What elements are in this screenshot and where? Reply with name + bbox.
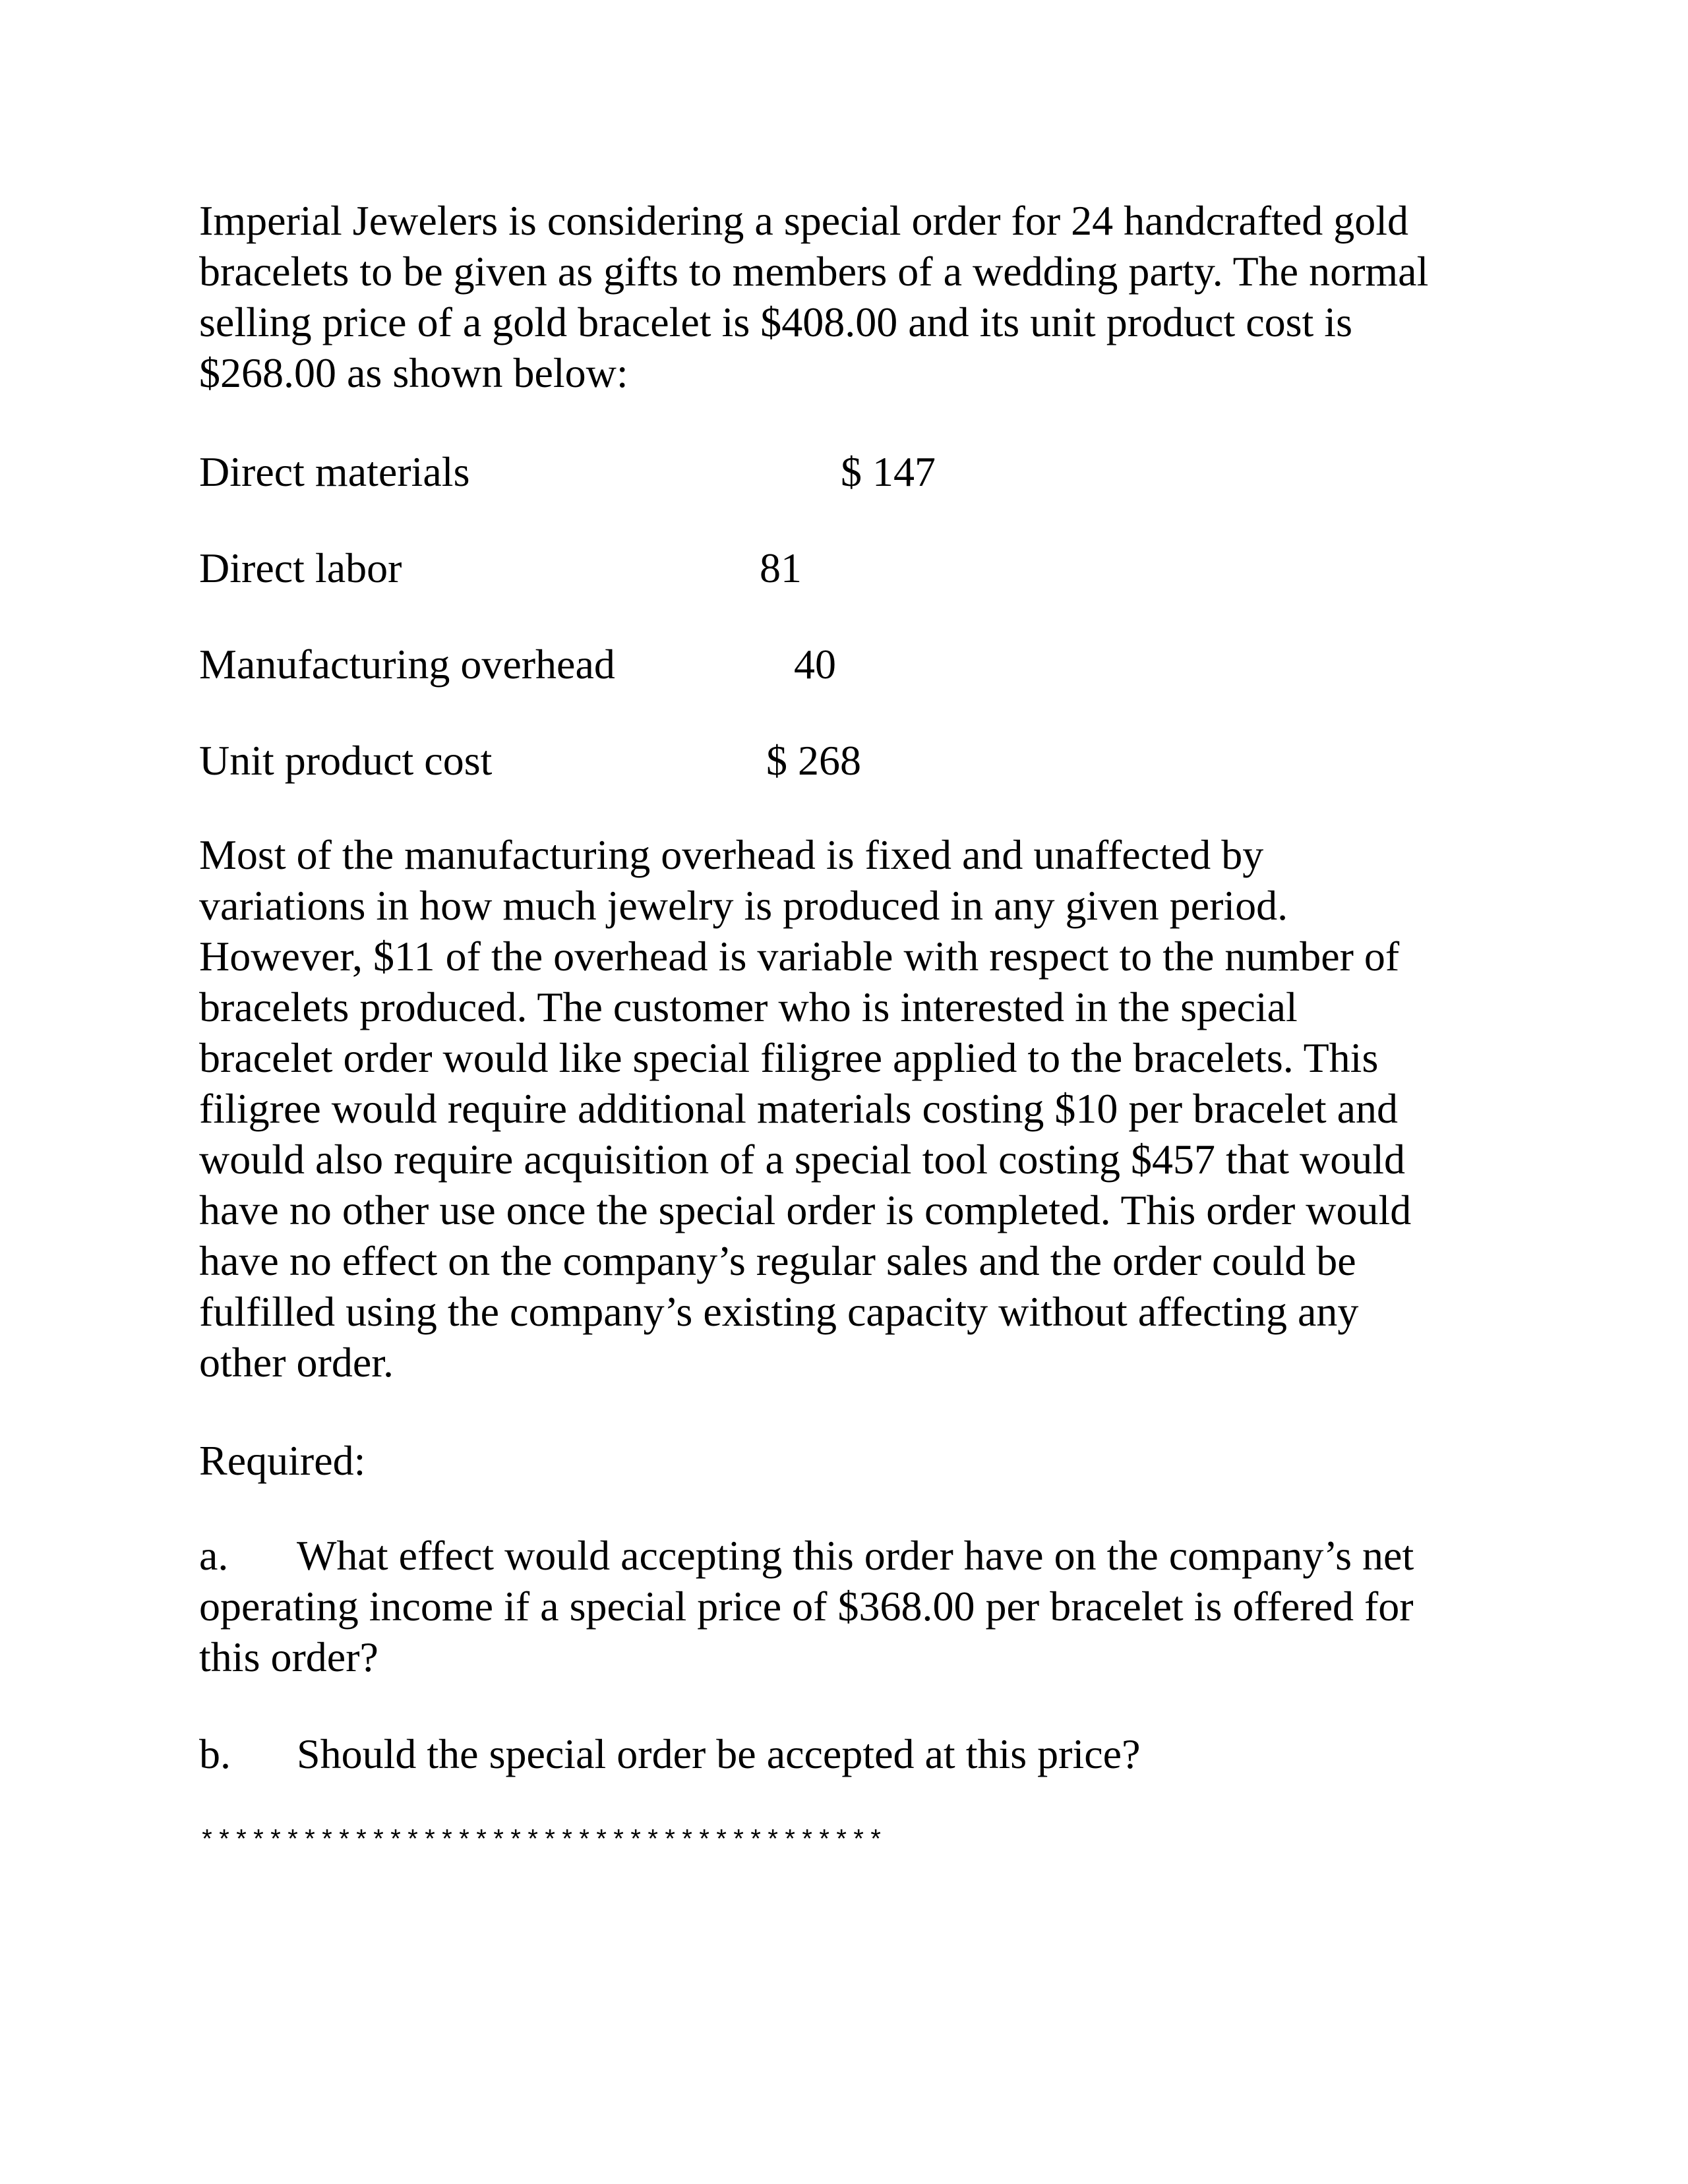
question-marker: a. (199, 1532, 229, 1579)
question-text: Should the special order be accepted at this price? (297, 1730, 1141, 1777)
required-heading: Required: (199, 1437, 366, 1484)
body-line: would also require acquisition of a special tool costing $457 that would (199, 1136, 1405, 1183)
body-paragraph (199, 829, 1518, 1388)
cost-value: $ 147 (841, 448, 936, 495)
intro-line: Imperial Jewelers is considering a special order for 24 handcrafted gold (199, 197, 1408, 244)
asterisk-separator: **************************************** (199, 1827, 886, 1857)
cost-row-direct-materials (199, 446, 1122, 498)
cost-row-manufacturing-overhead (199, 638, 1122, 691)
body-line: have no effect on the company’s regular sales and the order could be (199, 1237, 1356, 1284)
cost-value: $ 268 (766, 737, 861, 784)
question-text: What effect would accepting this order have on the company’s net (297, 1532, 1414, 1579)
question-marker: b. (199, 1730, 231, 1777)
intro-paragraph (199, 195, 1518, 398)
cost-label: Unit product cost (199, 737, 493, 784)
cost-label: Direct labor (199, 545, 402, 591)
question-first-line (199, 1728, 1518, 1779)
cost-label: Direct materials (199, 448, 470, 495)
cost-row-unit-product-cost (199, 734, 1122, 787)
body-line: have no other use once the special order is completed. This order would (199, 1187, 1412, 1233)
question-text: operating income if a special price of $368.00 per bracelet is offered for (199, 1583, 1414, 1630)
question-first-line (199, 1530, 1518, 1581)
body-line: variations in how much jewelry is produced in any given period. (199, 882, 1288, 929)
body-line: bracelets produced. The customer who is interested in the special (199, 984, 1298, 1030)
cost-value: 81 (760, 545, 802, 591)
intro-line: selling price of a gold bracelet is $408.00 and its unit product cost is (199, 299, 1352, 345)
question-text: this order? (199, 1634, 378, 1680)
body-line: However, $11 of the overhead is variable with respect to the number of (199, 933, 1400, 980)
body-line: filigree would require additional materials costing $10 per bracelet and (199, 1085, 1398, 1132)
body-line: bracelet order would like special filigree applied to the bracelets. This (199, 1034, 1379, 1081)
body-line: other order. (199, 1339, 394, 1386)
question-b (199, 1728, 1518, 1779)
body-line: fulfilled using the company’s existing capacity without affecting any (199, 1288, 1359, 1335)
cost-row-direct-labor (199, 542, 1122, 595)
cost-label: Manufacturing overhead (199, 641, 615, 688)
question-a (199, 1530, 1518, 1682)
intro-line: $268.00 as shown below: (199, 349, 628, 396)
intro-line: bracelets to be given as gifts to members of a wedding party. The normal (199, 248, 1429, 295)
cost-value: 40 (794, 641, 836, 688)
body-line: Most of the manufacturing overhead is fixed and unaffected by (199, 831, 1264, 878)
